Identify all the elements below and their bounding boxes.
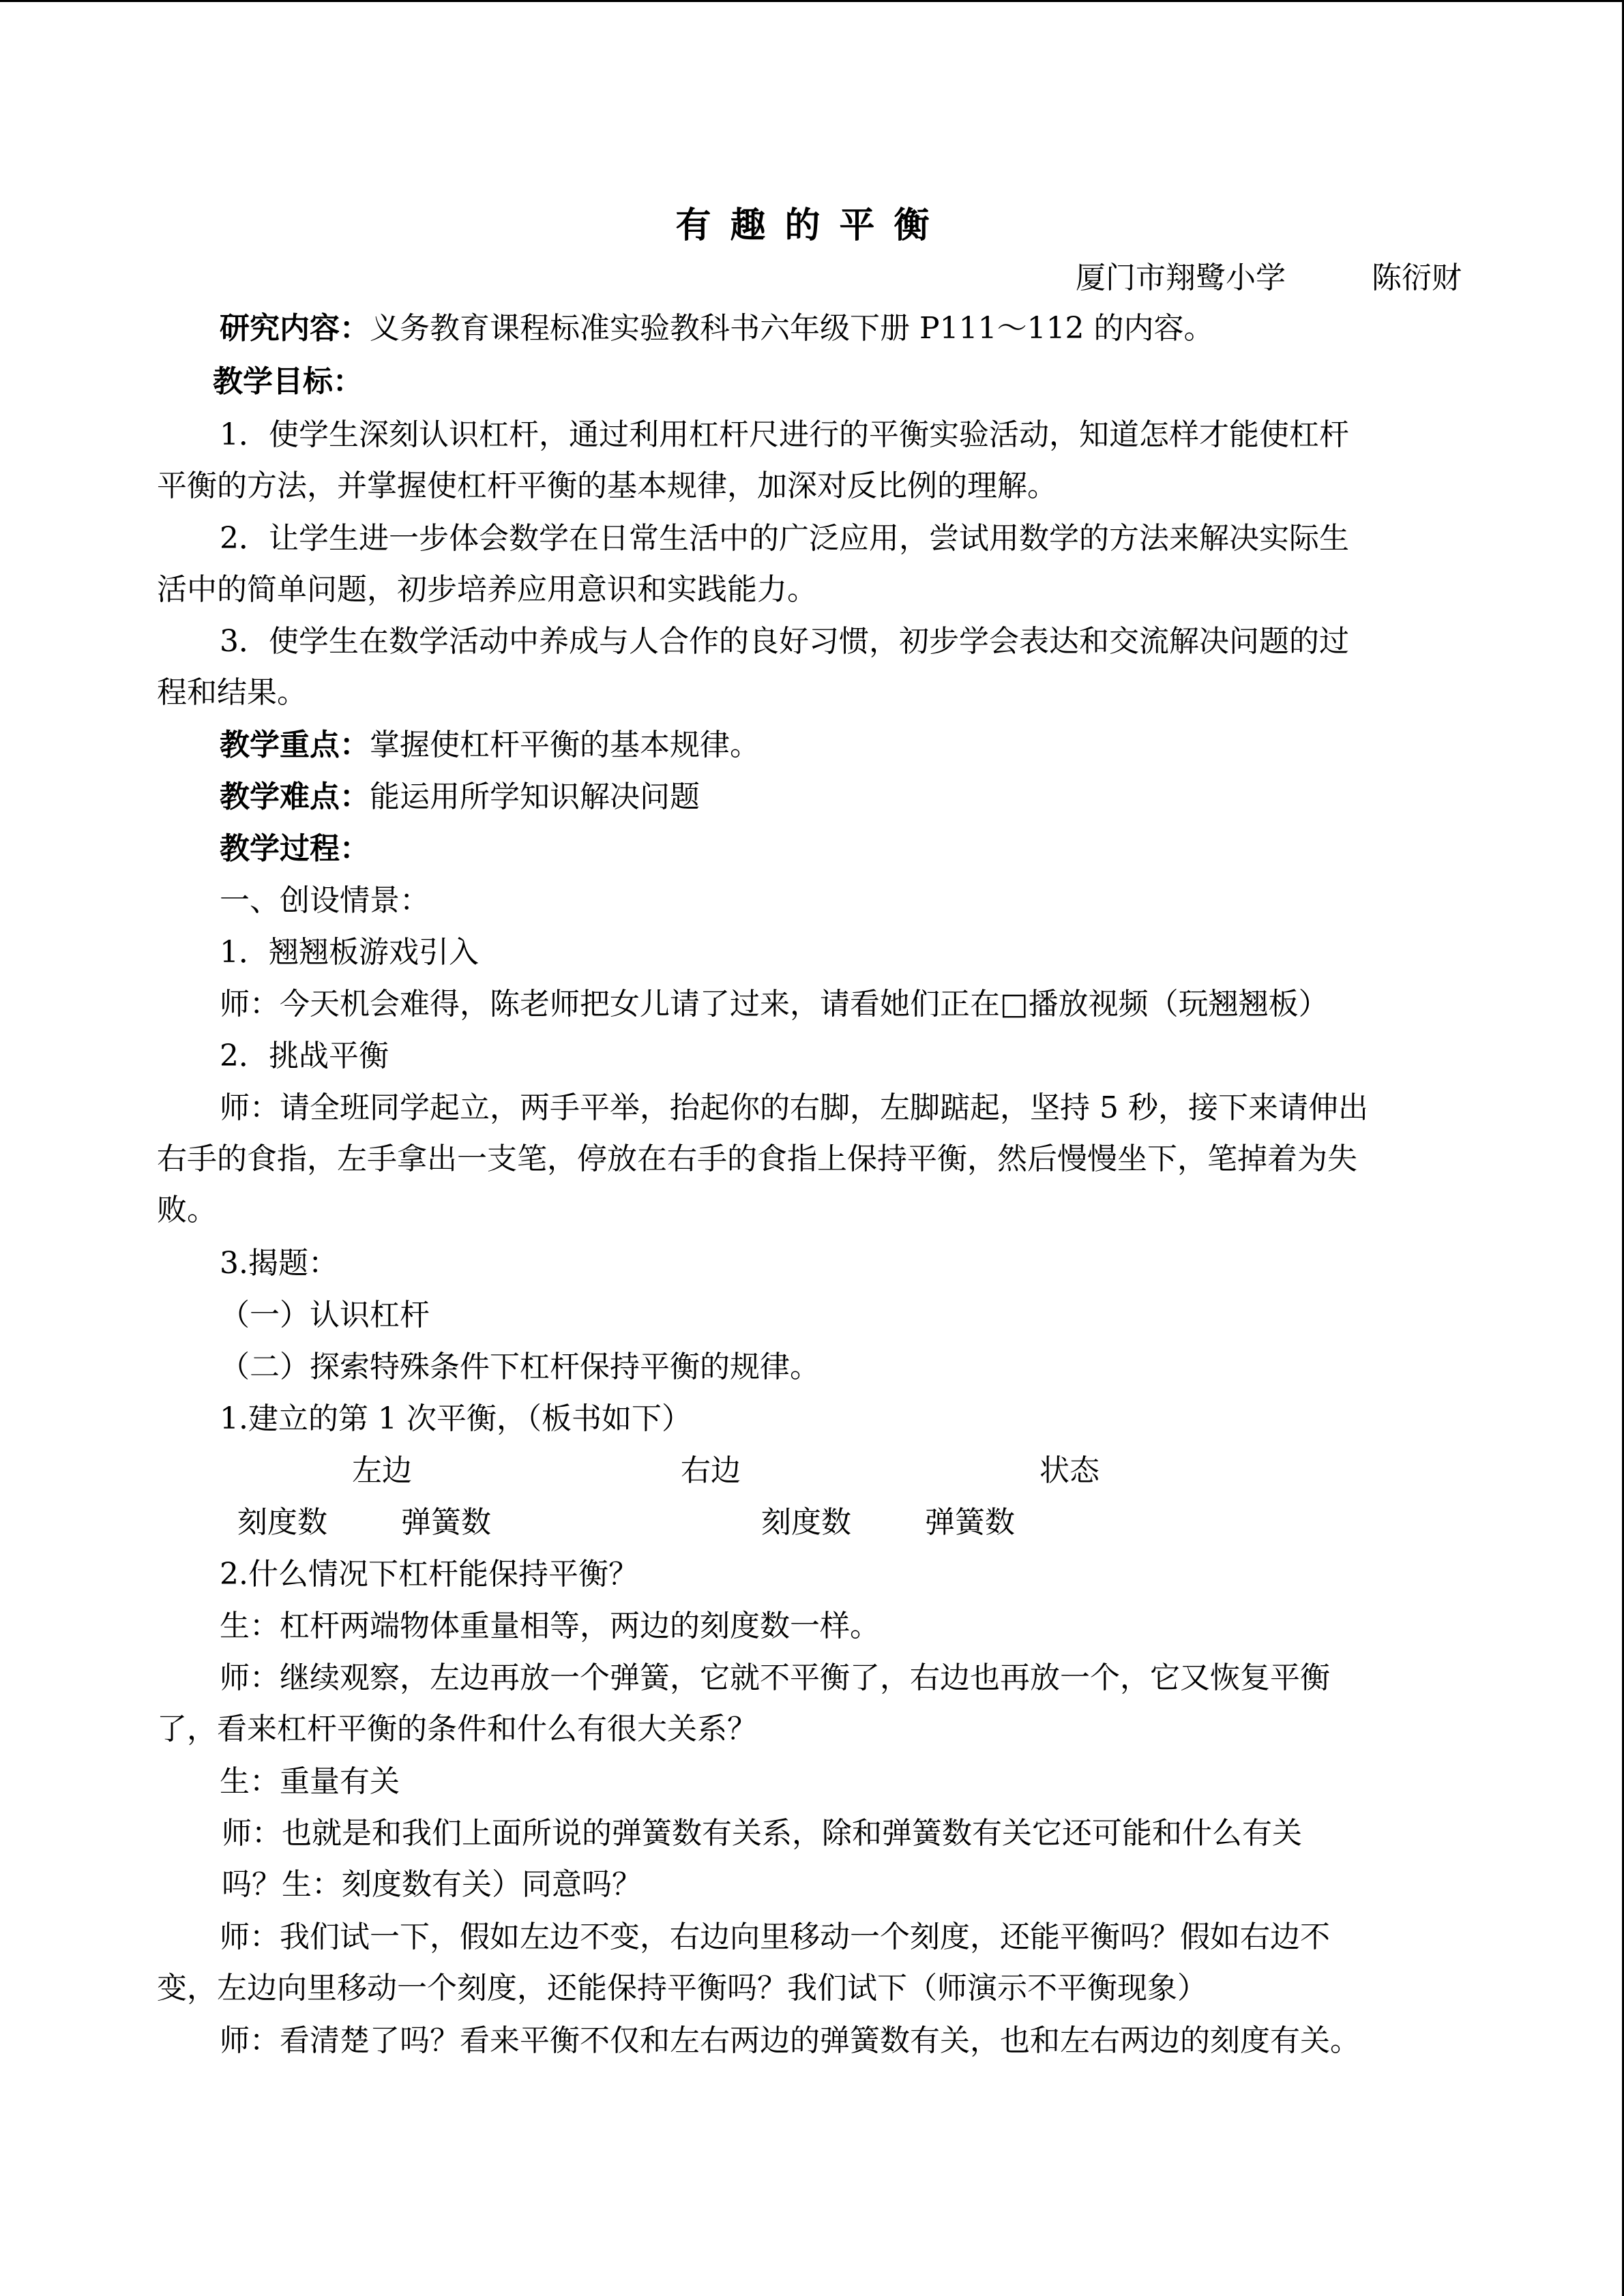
process-line: 1．翘翘板游戏引入 [220, 935, 479, 970]
board-right-header: 右边 [681, 1453, 741, 1488]
process-line: 师：请全班同学起立，两手平举，抬起你的右脚，左脚踮起，坚持 5 秒，接下来请伸出 [220, 1090, 1368, 1125]
process-heading: 教学过程： [220, 831, 370, 866]
process-line: 师：继续观察，左边再放一个弹簧，它就不平衡了，右边也再放一个，它又恢复平衡 [220, 1660, 1330, 1695]
board-state-header: 状态 [1039, 1453, 1099, 1488]
author-name: 陈衍财 [1372, 260, 1462, 295]
board-scale-right: 刻度数 [761, 1505, 851, 1540]
process-line: 了，看来杠杆平衡的条件和什么有很大关系？ [157, 1712, 757, 1746]
process-line: 师：看清楚了吗？看来平衡不仅和左右两边的弹簧数有关，也和左右两边的刻度有关。 [220, 2023, 1360, 2058]
board-spring-left: 弹簧数 [401, 1505, 491, 1540]
difficulty-text: 能运用所学知识解决问题 [370, 779, 700, 814]
research-label: 研究内容： [220, 311, 370, 346]
process-line: 败。 [157, 1193, 217, 1227]
page-title: 有趣的平衡 [675, 205, 949, 246]
process-line: 生：杠杆两端物体重量相等，两边的刻度数一样。 [220, 1609, 880, 1643]
process-line: 师：今天机会难得，陈老师把女儿请了过来，请看她们正在□播放视频（玩翘翘板） [220, 987, 1329, 1022]
goal-1-line-2: 平衡的方法，并掌握使杠杆平衡的基本规律，加深对反比例的理解。 [157, 468, 1057, 503]
process-line: 生：重量有关 [220, 1764, 400, 1799]
goal-3-line-2: 程和结果。 [157, 675, 307, 710]
board-scale-left: 刻度数 [237, 1505, 327, 1540]
process-line: （一）认识杠杆 [220, 1298, 430, 1332]
process-line: 2.什么情况下杠杆能保持平衡？ [220, 1557, 638, 1592]
process-line: 2．挑战平衡 [220, 1039, 389, 1073]
difficulty-point [220, 777, 700, 818]
process-line: 3.揭题： [220, 1246, 338, 1281]
key-point [220, 725, 760, 766]
key-label: 教学重点： [220, 728, 370, 762]
process-line: 一、创设情景： [220, 883, 430, 918]
goals-heading: 教学目标： [213, 364, 363, 399]
difficulty-label: 教学难点： [220, 779, 370, 814]
goal-2-line-1: 2．让学生进一步体会数学在日常生活中的广泛应用，尝试用数学的方法来解决实际生 [220, 521, 1349, 556]
process-line: 吗？生：刻度数有关）同意吗？ [222, 1867, 642, 1902]
process-line: 师：我们试一下，假如左边不变，右边向里移动一个刻度，还能平衡吗？假如右边不 [220, 1920, 1330, 1954]
board-spring-right: 弹簧数 [925, 1505, 1015, 1540]
research-text: 义务教育课程标准实验教科书六年级下册 P111～112 的内容。 [370, 311, 1214, 346]
research-content [220, 308, 1214, 349]
process-line: 变，左边向里移动一个刻度，还能保持平衡吗？我们试下（师演示不平衡现象） [157, 1971, 1207, 2006]
process-line: 右手的食指，左手拿出一支笔，停放在右手的食指上保持平衡，然后慢慢坐下，笔掉着为失 [157, 1142, 1357, 1176]
process-line: 1.建立的第 1 次平衡，（板书如下） [220, 1401, 692, 1436]
process-line: （二）探索特殊条件下杠杆保持平衡的规律。 [220, 1350, 820, 1384]
school-name: 厦门市翔鹭小学 [1076, 260, 1286, 295]
goal-2-line-2: 活中的简单问题，初步培养应用意识和实践能力。 [157, 572, 817, 607]
goal-1-line-1: 1．使学生深刻认识杠杆，通过利用杠杆尺进行的平衡实验活动，知道怎样才能使杠杆 [220, 417, 1349, 452]
board-left-header: 左边 [352, 1453, 412, 1488]
key-text: 掌握使杠杆平衡的基本规律。 [370, 728, 760, 762]
process-line: 师：也就是和我们上面所说的弹簧数有关系，除和弹簧数有关它还可能和什么有关 [222, 1816, 1302, 1851]
goal-3-line-1: 3．使学生在数学活动中养成与人合作的良好习惯，初步学会表达和交流解决问题的过 [220, 624, 1349, 659]
